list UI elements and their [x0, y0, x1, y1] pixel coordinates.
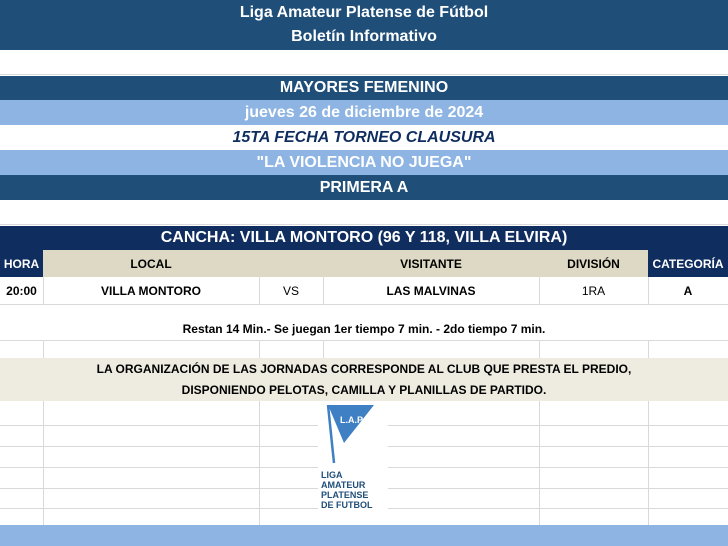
tournament-banner: 15TA FECHA TORNEO CLAUSURA — [232, 128, 496, 146]
header-categoria: CATEGORÍA — [648, 250, 728, 277]
slogan-banner: "LA VIOLENCIA NO JUEGA" — [0, 150, 728, 175]
cell-division: 1RA — [581, 284, 606, 298]
category-banner: MAYORES FEMENINO — [0, 76, 728, 100]
logo-line-3: PLATENSE — [321, 490, 369, 500]
logo-line-2: AMATEUR — [321, 480, 366, 490]
logo-line-1: LIGA — [321, 470, 343, 480]
header-division: DIVISIÓN — [567, 256, 620, 271]
organization-line-1: LA ORGANIZACIÓN DE LAS JORNADAS CORRESPONDE AL CLUB QUE PRESTA EL PREDIO, — [96, 361, 632, 376]
table-row — [0, 277, 728, 305]
cell-visitante: LAS MALVINAS — [386, 284, 476, 298]
header-hora: HORA — [0, 250, 43, 277]
header-visitante: VISITANTE — [400, 256, 462, 271]
footer-bar — [0, 525, 728, 546]
league-title: Liga Amateur Platense de Fútbol — [239, 4, 489, 21]
venue-banner: CANCHA: VILLA MONTORO (96 Y 118, VILLA ELVIRA) — [0, 226, 728, 250]
header-banner — [0, 0, 728, 50]
bulletin-title: Boletín Informativo — [291, 28, 437, 45]
logo-line-4: DE FUTBOL — [321, 500, 373, 510]
cell-hora: 20:00 — [6, 284, 37, 298]
division-banner: PRIMERA A — [0, 175, 728, 200]
flag-text: L.A.P. — [340, 415, 365, 425]
league-logo — [318, 403, 388, 515]
organization-line-2: DISPONIENDO PELOTAS, CAMILLA Y PLANILLAS DE PARTIDO. — [181, 382, 547, 397]
cell-vs: VS — [282, 284, 299, 298]
cell-local: VILLA MONTORO — [101, 284, 201, 298]
table-header-row — [0, 250, 728, 277]
header-local: LOCAL — [130, 256, 172, 271]
flag-icon — [318, 403, 388, 465]
time-note: Restan 14 Min.- Se juegan 1er tiempo 7 min. - 2do tiempo 7 min. — [182, 322, 546, 336]
organization-note — [0, 358, 728, 401]
cell-categoria: A — [683, 284, 693, 298]
date-banner: jueves 26 de diciembre de 2024 — [0, 100, 728, 125]
